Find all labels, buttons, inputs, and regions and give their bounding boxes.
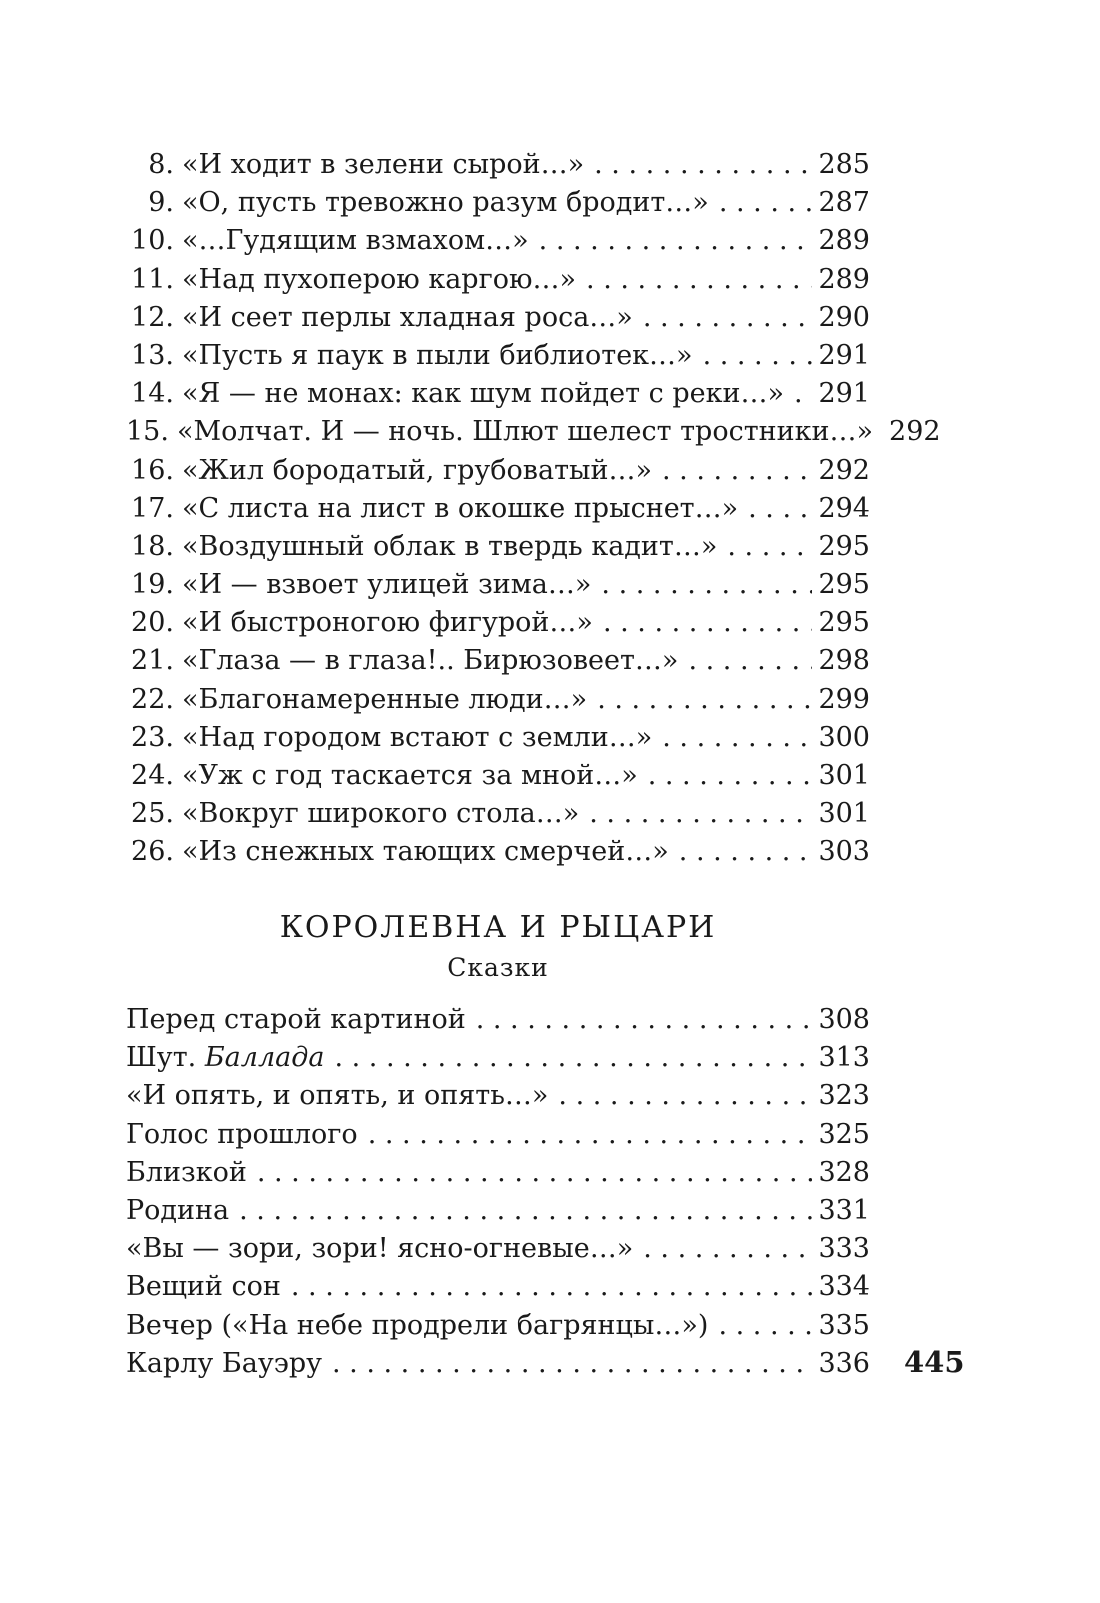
dot-leader [332,1345,812,1383]
toc-entry[interactable] [126,375,870,413]
entry-title: Близкой [126,1156,247,1188]
entry-title: «Молчат. И — ночь. Шлют шелест тростники…» [176,416,874,448]
entry-page: 301 [818,760,870,791]
entry-number: 10. [131,225,174,257]
dot-leader [748,490,812,528]
toc-entry[interactable] [126,604,870,642]
dot-leader [291,1268,813,1306]
dot-leader [679,833,813,871]
entry-number: 12. [131,301,174,333]
toc-entry[interactable] [126,413,941,451]
dot-leader [688,642,812,680]
dot-leader [643,1230,812,1268]
toc-numbered-list [126,146,941,872]
dot-leader [539,222,813,260]
entry-number: 9. [148,187,174,219]
dot-leader [648,757,813,795]
entry-page: 295 [818,530,870,562]
entry-page: 334 [818,1271,870,1303]
dot-leader [589,795,812,833]
entry-title [126,1039,324,1077]
entry-title: «Уж с год таскается за мной…» [182,760,638,791]
entry-page: 295 [818,569,870,601]
dot-leader [719,184,813,222]
entry-page: 294 [818,492,870,524]
toc-section-list [126,1001,870,1383]
entry-title: «Над городом встают с земли…» [182,721,653,753]
entry-page: 292 [818,454,870,486]
toc-entry[interactable] [126,452,870,490]
entry-title: «И опять, и опять, и опять…» [126,1080,549,1112]
section-title: КОРОЛЕВНА И РЫЦАРИ [279,910,717,945]
entry-title: «Из снежных тающих смерчей…» [182,836,669,868]
entry-page: 308 [818,1004,870,1035]
dot-leader [597,681,812,719]
toc-entry[interactable] [126,1039,870,1077]
entry-page: 287 [818,187,870,219]
entry-page: 303 [818,836,870,868]
entry-page: 298 [818,645,870,677]
toc-entry[interactable] [126,1230,870,1268]
entry-title: «С листа на лист в окошке прыснет…» [182,492,739,524]
dot-leader [558,1077,812,1115]
toc-entry[interactable] [126,1268,870,1306]
dot-leader [476,1001,813,1039]
entry-title: Перед старой картиной [126,1004,466,1035]
entry-page: 328 [818,1156,870,1188]
entry-page: 336 [818,1347,870,1379]
entry-number: 24. [131,760,174,791]
dot-leader [368,1116,813,1154]
entry-page: 292 [889,416,941,448]
entry-page: 331 [818,1194,870,1226]
dot-leader [662,452,812,490]
entry-title: «Глаза — в глаза!.. Бирюзовеет…» [182,645,679,677]
toc-entry[interactable] [126,1077,870,1115]
toc-entry[interactable] [126,261,870,299]
dot-leader [718,1307,812,1345]
entry-page: 301 [818,798,870,830]
entry-title: Карлу Бауэру [126,1347,323,1379]
entry-number: 13. [131,339,174,371]
toc-entry[interactable] [126,1154,870,1192]
entry-page: 285 [818,149,870,180]
entry-title: «Благонамеренные люди…» [182,683,588,715]
dot-leader [603,604,813,642]
entry-title: «Вокруг широкого стола…» [182,798,580,830]
entry-page: 313 [818,1042,870,1074]
toc-entry[interactable] [126,222,870,260]
entry-title-italic: Баллада [204,1042,325,1074]
entry-page: 289 [818,225,870,257]
entry-page: 289 [818,263,870,295]
entry-title-roman: Шут. [126,1042,197,1074]
toc-entry[interactable] [126,1001,870,1039]
entry-title: «О, пусть тревожно разум бродит…» [182,187,709,219]
entry-page: 325 [818,1118,870,1150]
entry-number: 8. [148,149,174,180]
entry-number: 25. [131,798,174,830]
entry-title: «Вы — зори, зори! ясно-огневые…» [126,1233,634,1265]
dot-leader [794,375,812,413]
entry-title: «И сеет перлы хладная роса…» [182,301,633,333]
toc-entry[interactable] [126,833,870,871]
entry-title: «Жил бородатый, грубоватый…» [182,454,653,486]
entry-number: 15. [126,416,169,448]
toc-entry[interactable] [126,642,870,680]
entry-page: 323 [818,1080,870,1112]
entry-number: 11. [131,263,174,295]
dot-leader [594,146,812,184]
dot-leader [662,719,812,757]
entry-page: 290 [818,301,870,333]
dot-leader [703,337,813,375]
entry-title: «И быстроногою фигурой…» [182,607,593,639]
entry-title: Родина [126,1194,230,1226]
toc-entry[interactable] [126,719,870,757]
entry-title: Голос прошлого [126,1118,358,1150]
entry-title: «И ходит в зелени сырой…» [182,149,585,180]
dot-leader [257,1154,813,1192]
entry-title: Вещий сон [126,1271,281,1303]
toc-entry[interactable] [126,681,870,719]
toc-entry[interactable] [126,528,870,566]
entry-page: 335 [818,1309,870,1341]
toc-entry[interactable] [126,757,870,795]
toc-entry[interactable] [126,566,870,604]
toc-entry[interactable] [126,146,870,184]
dot-leader [601,566,812,604]
toc-entry[interactable] [126,795,870,833]
entry-page: 291 [818,378,870,410]
entry-title: «…Гудящим взмахом…» [182,225,529,257]
dot-leader [334,1039,812,1077]
entry-number: 19. [131,569,174,601]
toc-entry[interactable] [126,184,870,222]
toc-entry[interactable] [126,1192,870,1230]
entry-title: Вечер («На небе продрели багрянцы…») [126,1309,709,1341]
entry-number: 17. [131,492,174,524]
entry-number: 22. [131,683,174,715]
entry-title: «Я — не монах: как шум пойдет с реки…» [182,378,785,410]
entry-number: 16. [131,454,174,486]
toc-entry[interactable] [126,1345,870,1383]
toc-entry[interactable] [126,1307,870,1345]
entry-number: 20. [131,607,174,639]
entry-page: 295 [818,607,870,639]
page-number: 445 [904,1345,965,1379]
dot-leader [586,261,812,299]
toc-entry[interactable] [126,1116,870,1154]
toc-entry[interactable] [126,299,870,337]
entry-number: 14. [131,378,174,410]
toc-entry[interactable] [126,337,870,375]
dot-leader [239,1192,812,1230]
entry-title: «Пусть я паук в пыли библиотек…» [182,339,693,371]
entry-number: 21. [131,645,174,677]
entry-number: 26. [131,836,174,868]
entry-number: 18. [131,530,174,562]
entry-page: 299 [818,683,870,715]
entry-page: 333 [818,1233,870,1265]
entry-number: 23. [131,721,174,753]
entry-page: 300 [818,721,870,753]
entry-page: 291 [818,339,870,371]
entry-title: «Воздушный облак в твердь кадит…» [182,530,718,562]
section-subtitle: Сказки [447,953,549,982]
dot-leader [727,528,812,566]
toc-entry[interactable] [126,490,870,528]
entry-title: «Над пухоперою каргою…» [182,263,577,295]
entry-title: «И — взвоет улицей зима…» [182,569,592,601]
dot-leader [643,299,813,337]
